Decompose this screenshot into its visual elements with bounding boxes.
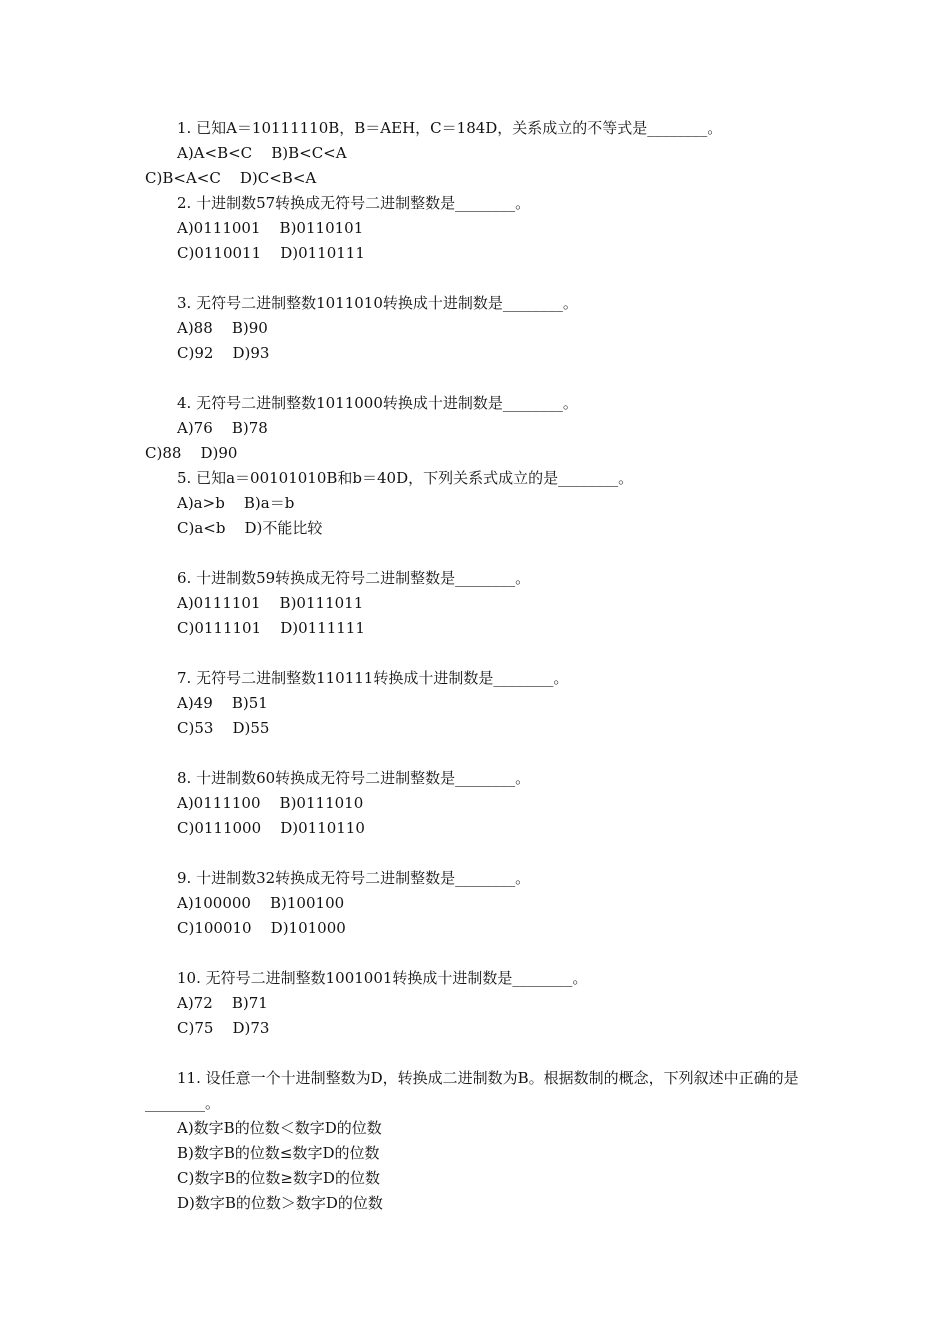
question-10-options-ab: A)72 B)71 xyxy=(177,994,268,1012)
question-8-options-ab: A)0111100 B)0111010 xyxy=(177,794,364,812)
document-body xyxy=(145,116,825,1216)
question-3-options-cd: C)92 D)93 xyxy=(177,344,270,362)
question-8-options-cd: C)0111000 D)0110110 xyxy=(177,819,365,837)
question-3-options-ab: A)88 B)90 xyxy=(177,319,268,337)
blank-line xyxy=(145,641,825,666)
question-11-option-c: C)数字B的位数≥数字D的位数 xyxy=(177,1169,380,1187)
question-6-stem: 6. 十进制数59转换成无符号二进制整数是________。 xyxy=(177,569,531,587)
blank-line xyxy=(145,1041,825,1066)
blank-line xyxy=(145,741,825,766)
question-5-options-cd: C)a<b D)不能比较 xyxy=(177,519,323,537)
question-7-options-cd: C)53 D)55 xyxy=(177,719,270,737)
question-11-option-a: A)数字B的位数＜数字D的位数 xyxy=(177,1119,382,1137)
question-10-options-cd: C)75 D)73 xyxy=(177,1019,270,1037)
question-9-options-cd: C)100010 D)101000 xyxy=(177,919,346,937)
question-4-options-ab: A)76 B)78 xyxy=(177,419,268,437)
question-11-option-d: D)数字B的位数＞数字D的位数 xyxy=(177,1194,383,1212)
blank-line xyxy=(145,841,825,866)
question-2-options-cd: C)0110011 D)0110111 xyxy=(177,244,365,262)
question-9-options-ab: A)100000 B)100100 xyxy=(177,894,345,912)
question-1-stem: 1. 已知A＝10111110B，B＝AEH，C＝184D，关系成立的不等式是________。 xyxy=(177,119,723,137)
blank-line xyxy=(145,941,825,966)
blank-line xyxy=(145,266,825,291)
question-3-stem: 3. 无符号二进制整数1011010转换成十进制数是________。 xyxy=(177,294,578,312)
question-5-options-ab: A)a>b B)a＝b xyxy=(177,494,295,512)
blank-line xyxy=(145,541,825,566)
question-10-stem: 10. 无符号二进制整数1001001转换成十进制数是________。 xyxy=(177,969,588,987)
question-6-options-ab: A)0111101 B)0111011 xyxy=(177,594,364,612)
question-11-option-b: B)数字B的位数≤数字D的位数 xyxy=(177,1144,380,1162)
question-4-options-cd: C)88 D)90 xyxy=(145,444,238,462)
question-2-stem: 2. 十进制数57转换成无符号二进制整数是________。 xyxy=(177,194,531,212)
question-4-stem: 4. 无符号二进制整数1011000转换成十进制数是________。 xyxy=(177,394,578,412)
blank-line xyxy=(145,366,825,391)
question-8-stem: 8. 十进制数60转换成无符号二进制整数是________。 xyxy=(177,769,531,787)
question-11-stem: 11. 设任意一个十进制整数为D，转换成二进制数为B。根据数制的概念，下列叙述中正确的是________。 xyxy=(145,1069,799,1112)
question-5-stem: 5. 已知a＝00101010B和b＝40D，下列关系式成立的是________。 xyxy=(177,469,634,487)
question-2-options-ab: A)0111001 B)0110101 xyxy=(177,219,364,237)
question-1-options-ab: A)A<B<C B)B<C<A xyxy=(177,144,347,162)
question-6-options-cd: C)0111101 D)0111111 xyxy=(177,619,365,637)
question-7-options-ab: A)49 B)51 xyxy=(177,694,268,712)
question-9-stem: 9. 十进制数32转换成无符号二进制整数是________。 xyxy=(177,869,531,887)
question-1-options-cd: C)B<A<C D)C<B<A xyxy=(145,169,317,187)
question-7-stem: 7. 无符号二进制整数110111转换成十进制数是________。 xyxy=(177,669,569,687)
